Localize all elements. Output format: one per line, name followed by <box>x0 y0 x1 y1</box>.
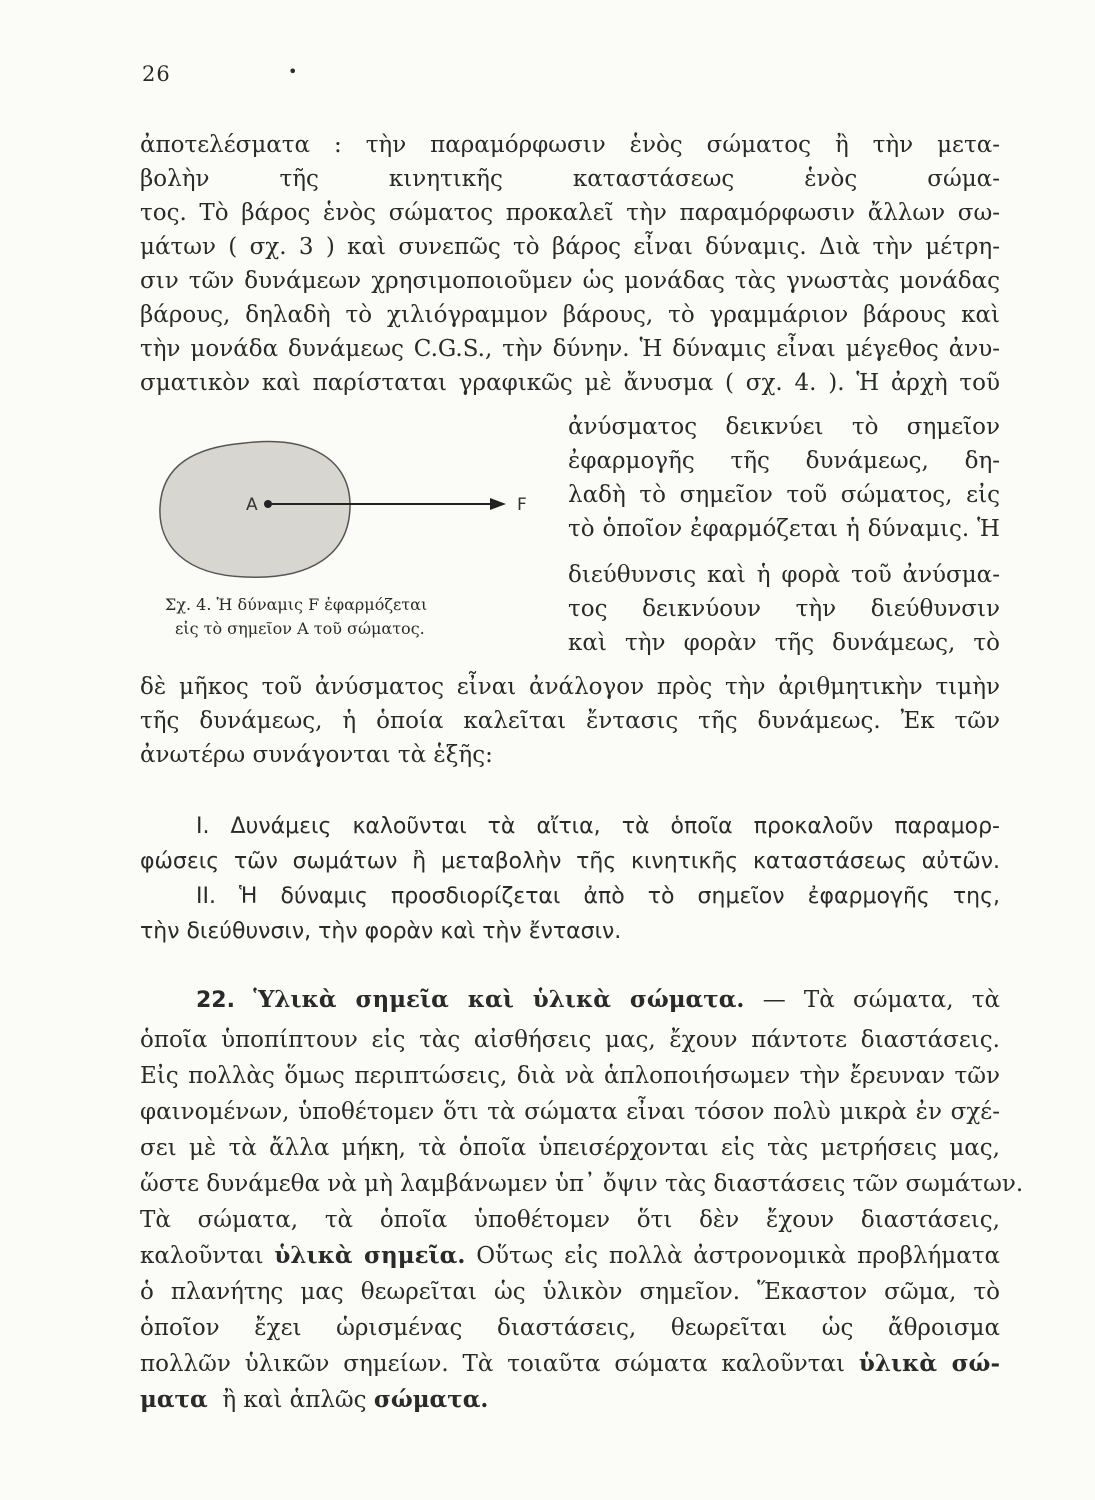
section22-number: 22. <box>196 988 235 1013</box>
para1-line-2: βολὴν τῆς κινητικῆς καταστάσεως ἑνὸς σώμα- <box>140 166 1000 192</box>
section22-heading-rest: — Τὰ σώματα, τὰ <box>762 987 1001 1013</box>
figure-caption-line-2: εἰς τὸ σημεῖον A τοῦ σώματος. <box>175 619 425 638</box>
side-line-5: διεύθυνσις καὶ ἡ φορὰ τοῦ ἀνύσμα- <box>568 562 1000 588</box>
line11-bold-1: ματα <box>140 1386 208 1413</box>
section22-heading <box>196 985 1000 1016</box>
section22-line-11 <box>140 1385 488 1415</box>
summary-line-3: II. Ἡ δύναμις προσδιορίζεται ἀπὸ τὸ σημεῖον ἐφαρμογῆς της, <box>196 884 1000 909</box>
line7-post: Οὕτως εἰς πολλὰ ἀστρονομικὰ προβλήματα <box>476 1243 1001 1269</box>
para2-line-2: τῆς δυνάμεως, ἡ ὁποία καλεῖται ἔντασις τῆς δυνάμεως. Ἐκ τῶν <box>140 708 1000 734</box>
section22-line-1: ὁποῖα ὑποπίπτουν εἰς τὰς αἰσθήσεις μας, ἔχουν πάντοτε διαστάσεις. <box>140 1027 1000 1053</box>
para1-line-4: μάτων ( σχ. 3 ) καὶ συνεπῶς τὸ βάρος εἶναι δύναμις. Διὰ τὴν μέτρη- <box>140 234 1000 260</box>
section22-line-5: ὥστε δυνάμεθα νὰ μὴ λαμβάνωμεν ὑπ᾽ ὄψιν τὰς διαστάσεις τῶν σωμάτων. <box>140 1171 1024 1197</box>
section22-line-7 <box>140 1241 1000 1271</box>
para2-line-1: δὲ μῆκος τοῦ ἀνύσματος εἶναι ἀνάλογον πρὸς τὴν ἀριθμητικὴν τιμὴν <box>140 674 1000 700</box>
para1-line-8: σματικὸν καὶ παρίσταται γραφικῶς μὲ ἄνυσμα ( σχ. 4. ). Ἡ ἀρχὴ τοῦ <box>140 370 1000 396</box>
side-line-3: λαδὴ τὸ σημεῖον τοῦ σώματος, εἰς <box>568 482 1000 508</box>
section22-line-8: ὁ πλανήτης μας θεωρεῖται ὡς ὑλικὸν σημεῖον. Ἕκαστον σῶμα, τὸ <box>140 1279 1000 1305</box>
side-line-7: καὶ τὴν φορὰν τῆς δυνάμεως, τὸ <box>568 630 1000 656</box>
summary-line-2: φώσεις τῶν σωμάτων ἢ μεταβολὴν τῆς κινητικῆς καταστάσεως αὐτῶν. <box>140 849 1000 874</box>
side-line-4: τὸ ὁποῖον ἐφαρμόζεται ἡ δύναμις. Ἡ <box>568 516 1000 542</box>
summary-line-4: τὴν διεύθυνσιν, τὴν φορὰν καὶ τὴν ἔντασιν. <box>140 919 622 944</box>
para2-line-3: ἀνωτέρω συνάγονται τὰ ἑξῆς: <box>140 742 493 768</box>
line7-bold-term: ὑλικὰ σημεῖα. <box>274 1242 466 1269</box>
line7-pre: καλοῦνται <box>140 1243 264 1269</box>
page-dot: • <box>288 62 298 81</box>
para1-line-3: τος. Τὸ βάρος ἑνὸς σώματος προκαλεῖ τὴν παραμόρφωσιν ἄλλων σω- <box>140 200 1000 226</box>
line11-mid: ἢ καὶ ἁπλῶς <box>222 1387 367 1413</box>
label-f: F <box>517 495 527 515</box>
side-line-2: ἐφαρμογῆς τῆς δυνάμεως, δη- <box>568 448 1000 474</box>
section22-line-2: Εἰς πολλὰς ὅμως περιπτώσεις, διὰ νὰ ἁπλοποιήσωμεν τὴν ἔρευναν τῶν <box>140 1063 1000 1089</box>
figure-caption-line-1: Σχ. 4. Ἡ δύναμις F ἐφαρμόζεται <box>165 595 428 614</box>
line10-pre: πολλῶν ὑλικῶν σημείων. Τὰ τοιαῦτα σώματα καλοῦνται <box>140 1351 846 1377</box>
para1-line-5: σιν τῶν δυνάμεων χρησιμοποιοῦμεν ὡς μονάδας τὰς γνωστὰς μονάδας <box>140 268 1000 294</box>
para1-line-1: ἀποτελέσματα : τὴν παραμόρφωσιν ἑνὸς σώματος ἢ τὴν μετα- <box>140 132 1000 158</box>
figure-force-vector <box>150 435 550 585</box>
label-a: A <box>246 495 258 515</box>
para1-line-7: τὴν μονάδα δυνάμεως C.G.S., τὴν δύνην. Ἡ δύναμις εἶναι μέγεθος ἀνυ- <box>140 336 1000 362</box>
page-number: 26 <box>142 62 171 86</box>
line10-bold-term: ὑλικὰ σώ- <box>858 1350 1001 1377</box>
side-line-1: ἀνύσματος δεικνύει τὸ σημεῖον <box>568 414 1000 440</box>
section22-title: Ὑλικὰ σημεῖα καὶ ὑλικὰ σώματα. <box>253 986 745 1013</box>
side-line-6: τος δεικνύουν τὴν διεύθυνσιν <box>568 596 1000 622</box>
force-vector-arrowhead <box>490 498 506 510</box>
summary-line-1: I. Δυνάμεις καλοῦνται τὰ αἴτια, τὰ ὁποῖα προκαλοῦν παραμορ- <box>196 814 1000 839</box>
section22-line-4: σει μὲ τὰ ἄλλα μήκη, τὰ ὁποῖα ὑπεισέρχονται εἰς τὰς μετρήσεις μας, <box>140 1135 1000 1161</box>
section22-line-10 <box>140 1349 1000 1379</box>
para1-line-6: βάρους, δηλαδὴ τὸ χιλιόγραμμον βάρους, τὸ γραμμάριον βάρους καὶ <box>140 302 1000 328</box>
section22-line-3: φαινομένων, ὑποθέτομεν ὅτι τὰ σώματα εἶναι τόσον πολὺ μικρὰ ἐν σχέ- <box>140 1099 1000 1125</box>
section22-line-6: Τὰ σώματα, τὰ ὁποῖα ὑποθέτομεν ὅτι δὲν ἔχουν διαστάσεις, <box>140 1207 1000 1233</box>
line11-bold-2: σώματα. <box>373 1386 489 1413</box>
section22-line-9: ὁποῖον ἔχει ὡρισμένας διαστάσεις, θεωρεῖται ὡς ἄθροισμα <box>140 1315 1000 1341</box>
